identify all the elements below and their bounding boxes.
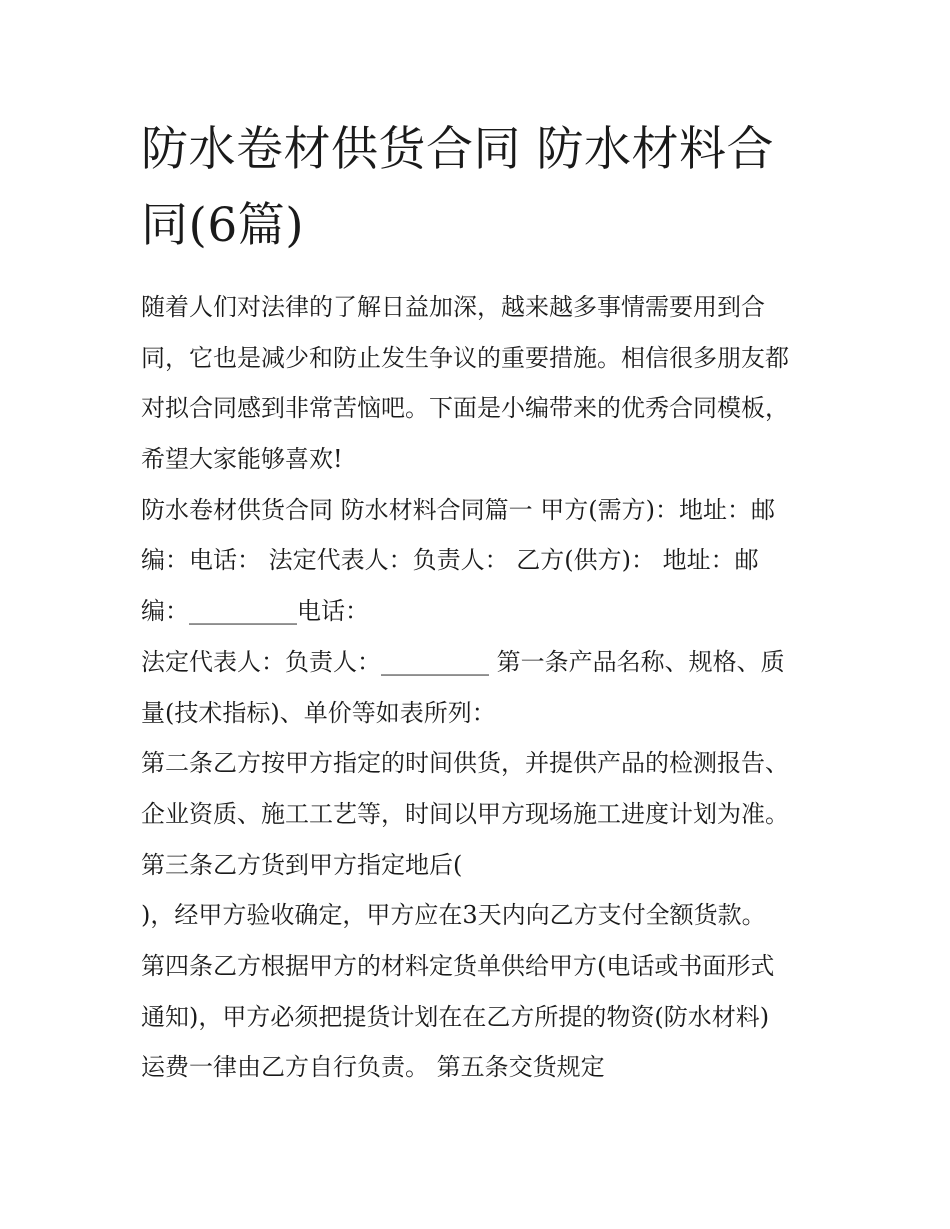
article-three-paragraph [141, 840, 821, 891]
intro-paragraph [141, 282, 821, 485]
document-page [141, 112, 821, 1093]
text-line: 第二条乙方按甲方指定的时间供货，并提供产品的检测报告、 [141, 749, 789, 778]
title-line: 同(6篇) [141, 198, 305, 253]
text-line: 对拟合同感到非常苦恼吧。下面是小编带来的优秀合同模板， [141, 394, 789, 423]
document-body [141, 282, 821, 1093]
text-line: 量(技术指标)、单价等如表所列： [141, 698, 496, 727]
text-line: 编：电话： 法定代表人：负责人： 乙方(供方)： 地址：邮 [141, 546, 759, 575]
text-line: 企业资质、施工工艺等，时间以甲方现场施工进度计划为准。 [141, 799, 789, 828]
article-one-paragraph [141, 637, 821, 738]
article-four-paragraph [141, 941, 821, 1093]
text-line: 随着人们对法律的了解日益加深，越来越多事情需要用到合 [141, 293, 765, 321]
document-title [141, 112, 821, 264]
text-line: )，经甲方验收确定，甲方应在3天内向乙方支付全额货款。 [141, 901, 766, 930]
parties-paragraph [141, 485, 821, 637]
text-line: 同，它也是减少和防止发生争议的重要措施。相信很多朋友都 [141, 343, 789, 372]
article-three-continued-paragraph [141, 890, 821, 941]
text-line: 防水卷材供货合同 防水材料合同篇一 甲方(需方)：地址：邮 [141, 495, 775, 524]
text-line: 第四条乙方根据甲方的材料定货单供给甲方(电话或书面形式 [141, 951, 775, 980]
article-two-paragraph [141, 738, 821, 839]
text-line: 通知)，甲方必须把提货计划在在乙方所提的物资(防水材料) [141, 1002, 770, 1031]
text-line: 编：_________电话： [141, 597, 369, 626]
text-line: 第三条乙方货到甲方指定地后( [141, 850, 463, 879]
title-line: 防水卷材供货合同 防水材料合 [141, 122, 774, 177]
text-line: 法定代表人：负责人：_________ 第一条产品名称、规格、质 [141, 647, 785, 676]
text-line: 希望大家能够喜欢! [141, 445, 343, 474]
text-line: 运费一律由乙方自行负责。 第五条交货规定 [141, 1053, 605, 1082]
